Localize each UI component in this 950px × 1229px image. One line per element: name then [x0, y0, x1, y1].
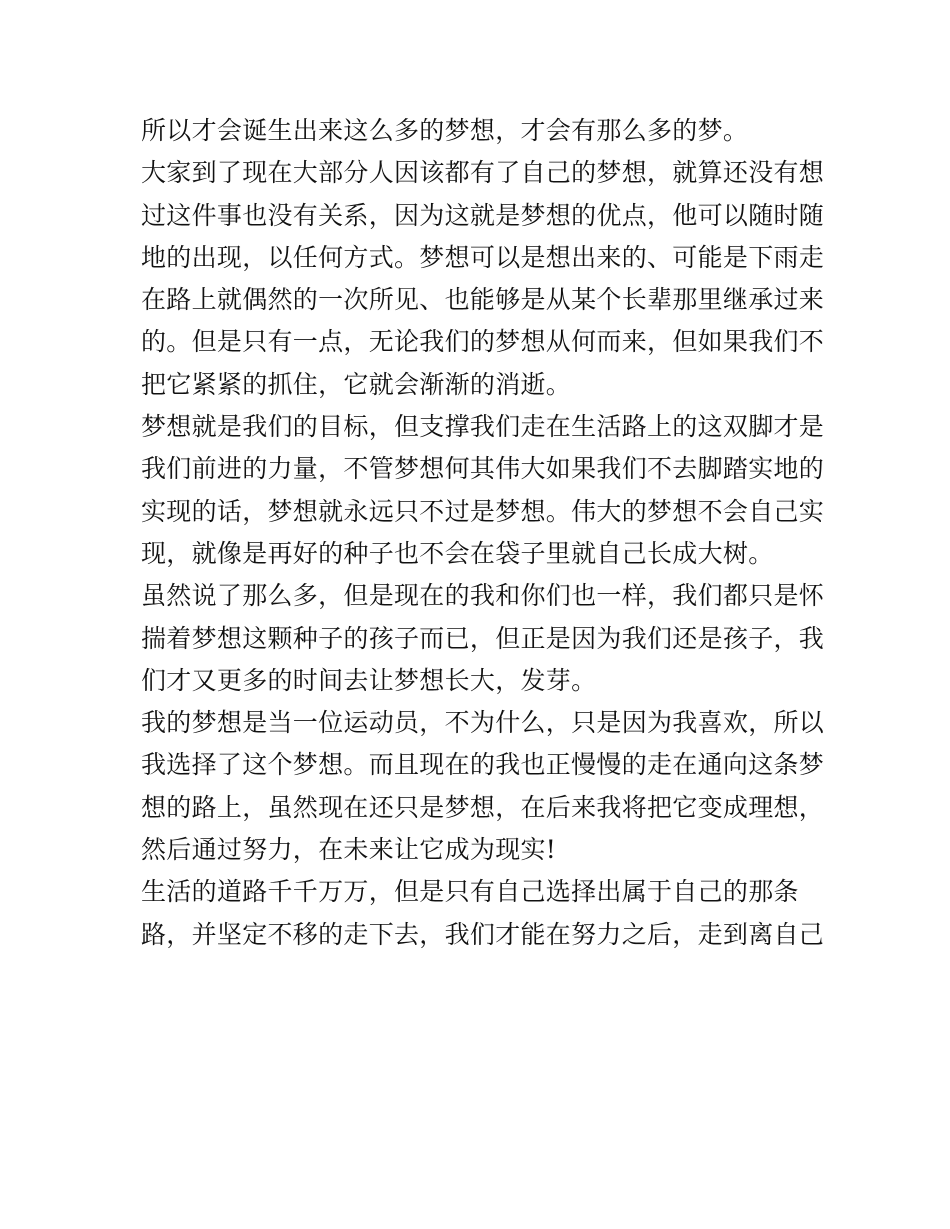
text-line: 我选择了这个梦想。而且现在的我也正慢慢的走在通向这条梦: [141, 750, 825, 780]
text-line: 梦想就是我们的目标，但支撑我们走在生活路上的这双脚才是: [141, 412, 825, 442]
text-line: 我们前进的力量，不管梦想何其伟大如果我们不去脚踏实地的: [141, 454, 825, 484]
text-line: 路，并坚定不移的走下去，我们才能在努力之后，走到离自己: [141, 919, 825, 949]
text-line: 在路上就偶然的一次所见、也能够是从某个长辈那里继承过来: [141, 285, 825, 315]
text-line: 的。但是只有一点，无论我们的梦想从何而来，但如果我们不: [141, 327, 825, 357]
text-line: 然后通过努力，在未来让它成为现实!: [141, 835, 557, 865]
text-line: 过这件事也没有关系，因为这就是梦想的优点，他可以随时随: [141, 200, 825, 230]
text-line: 想的路上，虽然现在还只是梦想，在后来我将把它变成理想，: [141, 792, 825, 822]
text-line: 把它紧紧的抓住，它就会渐渐的消逝。: [141, 369, 572, 399]
text-line: 地的出现，以任何方式。梦想可以是想出来的、可能是下雨走: [141, 242, 825, 272]
text-line: 实现的话，梦想就永远只不过是梦想。伟大的梦想不会自己实: [141, 496, 825, 526]
document-body-text: [141, 110, 825, 956]
text-line: 大家到了现在大部分人因该都有了自己的梦想，就算还没有想: [141, 158, 825, 188]
text-line: 生活的道路千千万万，但是只有自己选择出属于自己的那条: [141, 877, 799, 907]
text-line: 我的梦想是当一位运动员，不为什么，只是因为我喜欢，所以: [141, 708, 825, 738]
text-line: 揣着梦想这颗种子的孩子而已，但正是因为我们还是孩子，我: [141, 623, 825, 653]
text-line: 所以才会诞生出来这么多的梦想，才会有那么多的梦。: [141, 116, 749, 145]
text-line: 们才又更多的时间去让梦想长大，发芽。: [141, 665, 597, 695]
text-line: 虽然说了那么多，但是现在的我和你们也一样，我们都只是怀: [141, 581, 825, 611]
text-line: 现，就像是再好的种子也不会在袋子里就自己长成大树。: [141, 538, 774, 568]
